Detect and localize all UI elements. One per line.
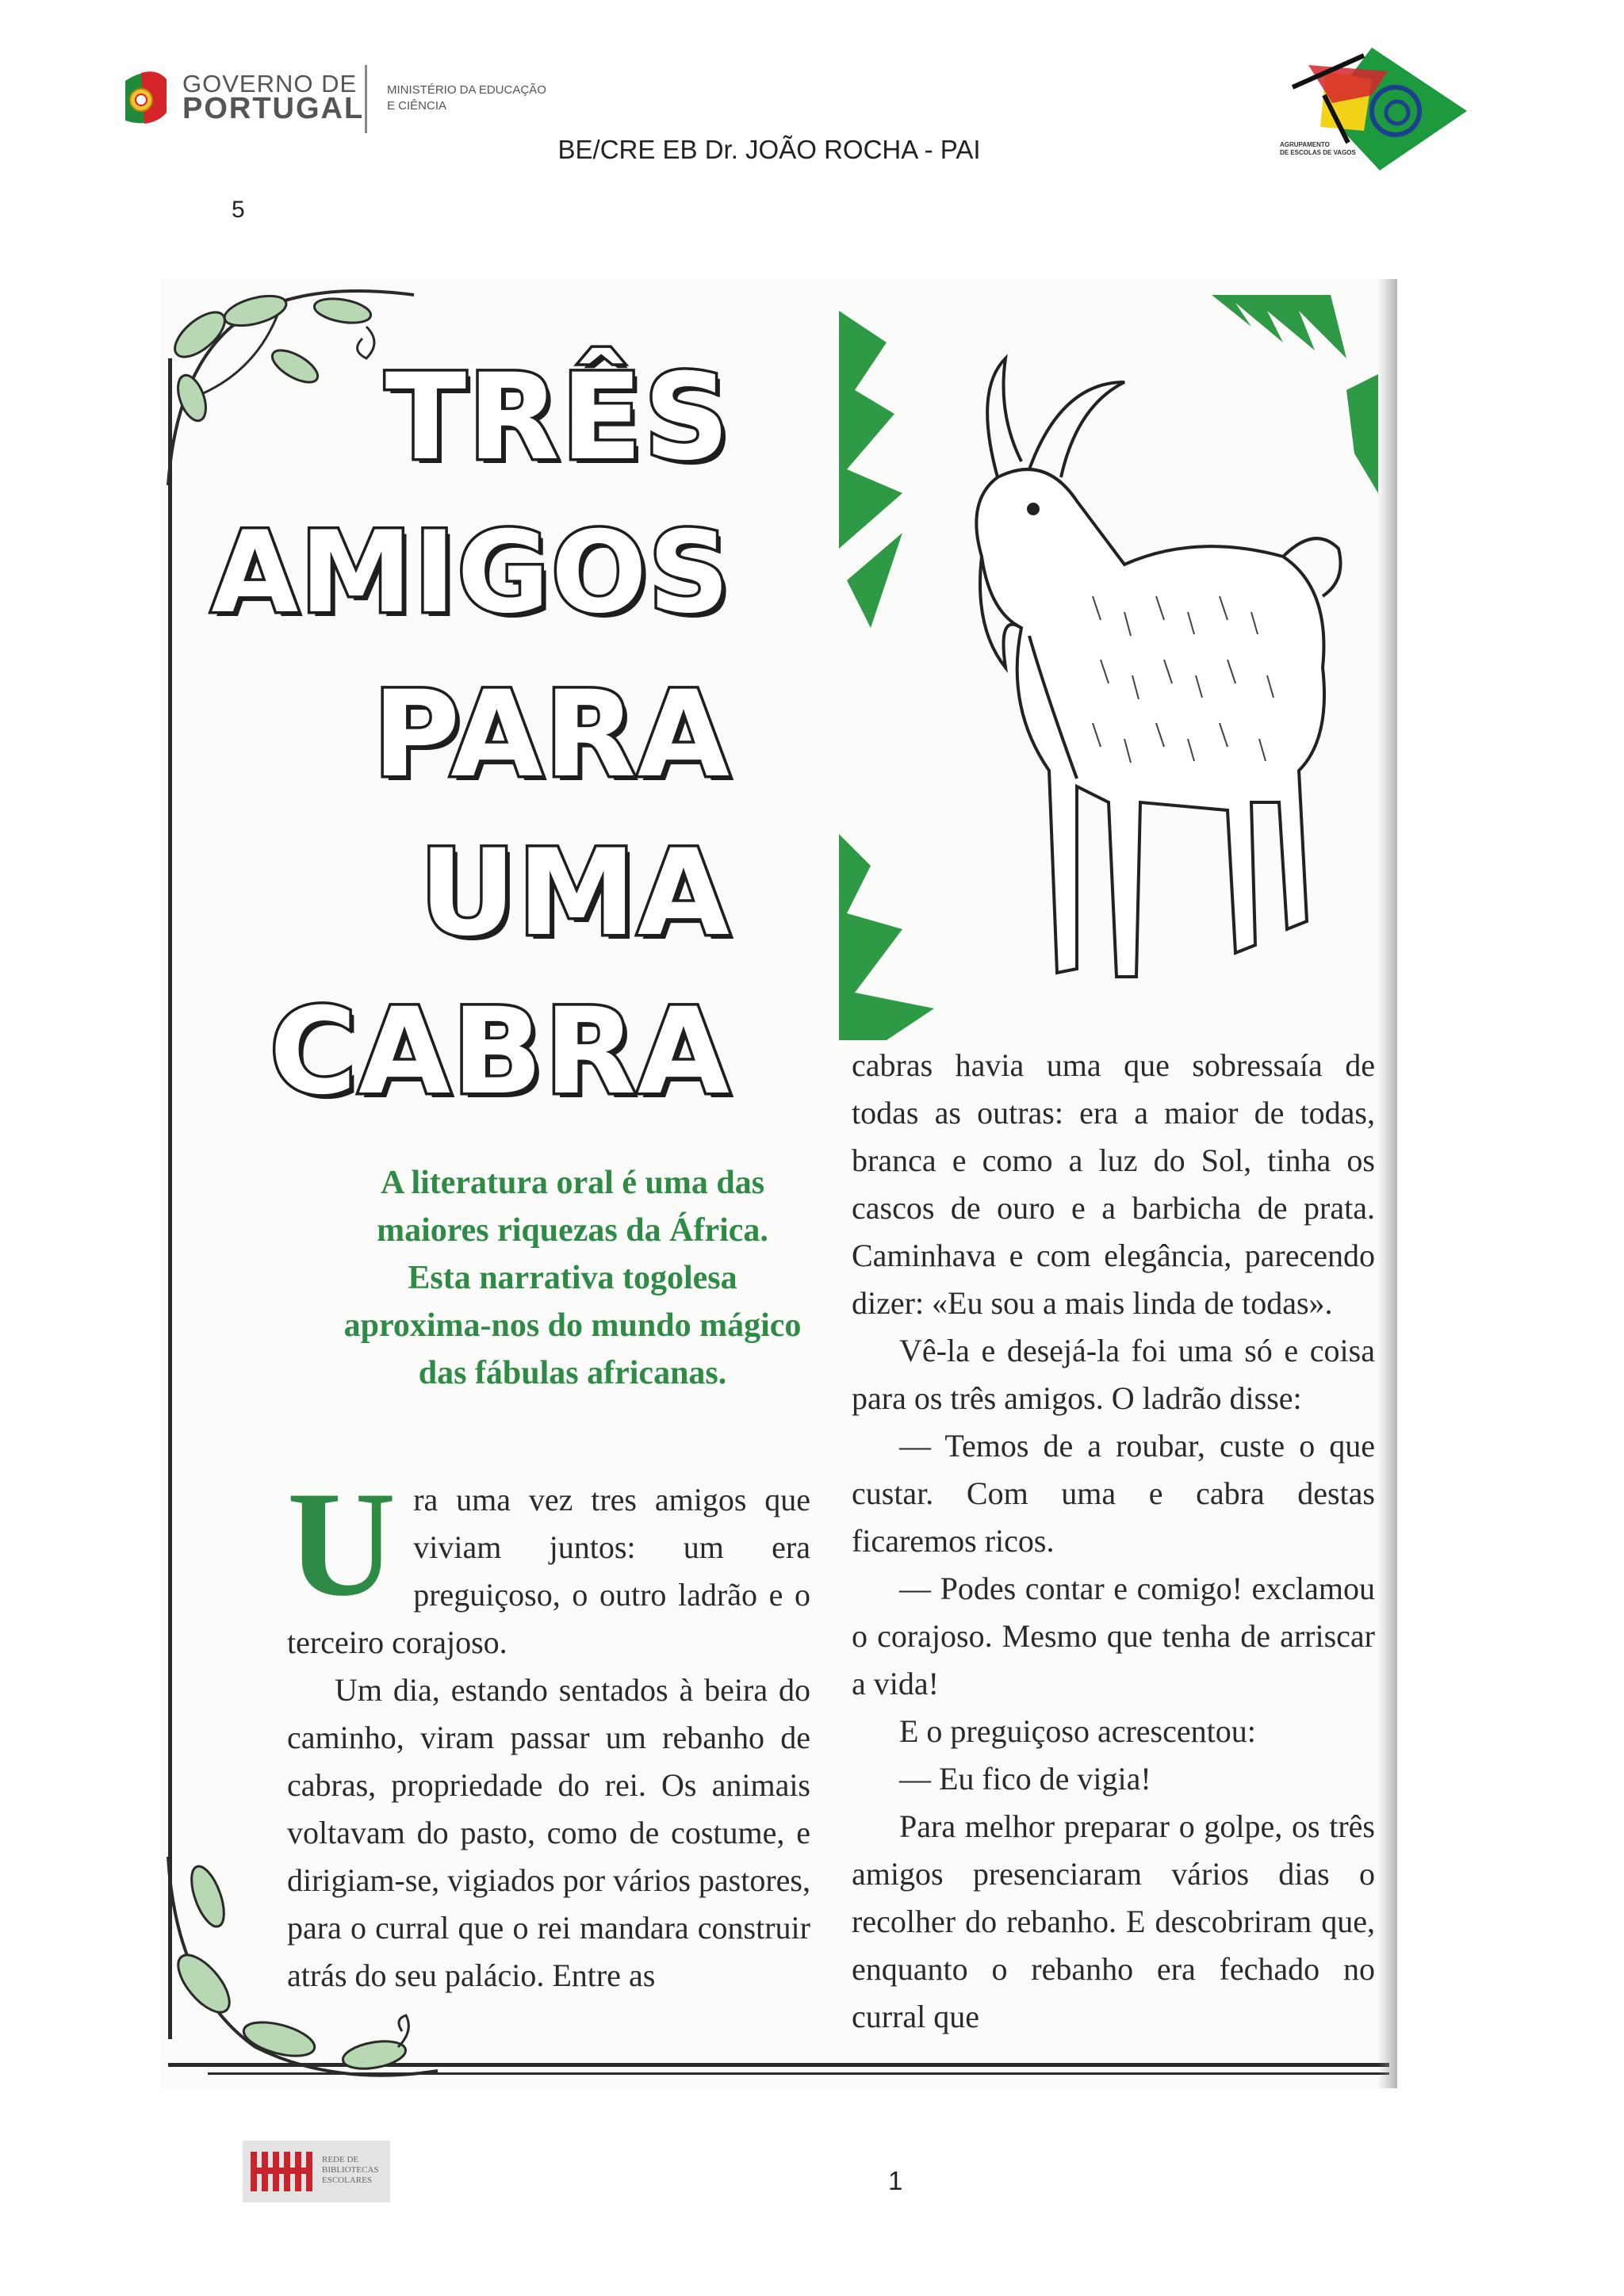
title-word: AMIGOS: [211, 507, 731, 638]
story-column-left: [287, 1461, 810, 1999]
page-number: 1: [888, 2166, 903, 2195]
paragraph: U ra uma vez tres amigos que viviam juntos: um era preguiçoso, o outro ladrão e o terceiro corajoso.: [287, 1461, 810, 1660]
logo-divider: [365, 65, 367, 133]
gov-name-line2: PORTUGAL: [182, 92, 365, 125]
paragraph: cabras havia uma que sobressaía de todas as outras: era a maior de todas, branca e como a luz do Sol, tinha os cascos de ouro e a barbicha de prata. Caminhava e com elegância, parecendo dizer: «Eu sou a mais linda de todas».: [852, 1047, 1375, 1321]
government-logo: [117, 62, 561, 141]
paragraph: Um dia, estando sentados à beira do caminho, viram passar um rebanho de cabras, propriedade do rei. Os animais voltavam do pasto, como de costume, e dirigiam-se, vigiados por vários pastores, para o curral que o rei mandara construir atrás do seu palácio. Entre as: [287, 1672, 810, 1993]
title-word: TRÊS: [385, 349, 731, 487]
page-reference-number: 5: [232, 197, 245, 223]
paragraph: — Podes contar e comigo! exclamou o corajoso. Mesmo que tenha de arriscar a vida!: [852, 1571, 1375, 1701]
title-word: UMA: [419, 825, 731, 962]
rbe-logo: [243, 2141, 390, 2202]
title-word: CABRA: [269, 983, 731, 1121]
portugal-flag-icon: [117, 65, 170, 133]
drop-cap: U: [287, 1461, 396, 1628]
rbe-logo-text: REDE DE BIBLIOTECAS ESCOLARES: [322, 2155, 379, 2185]
page-binding-shadow: [1378, 279, 1397, 2088]
paragraph: E o preguiçoso acrescentou:: [899, 1713, 1256, 1749]
paragraph: — Temos de a roubar, custe o que custar. Com uma e cabra destas ficaremos ricos.: [852, 1428, 1375, 1559]
paragraph: Vê-la e desejá-la foi uma só e coisa para os três amigos. O ladrão disse:: [852, 1333, 1375, 1416]
school-logo-text: AGRUPAMENTO DE ESCOLAS DE VAGOS: [1280, 141, 1356, 156]
story-column-right: [852, 1042, 1375, 2041]
goat-illustration-icon: [839, 295, 1378, 1056]
ministry-name: MINISTÉRIO DA EDUCAÇÃO E CIÊNCIA: [387, 83, 546, 113]
paragraph: — Eu fico de vigia!: [899, 1761, 1151, 1797]
paragraph: Para melhor preparar o golpe, os três amigos presenciaram vários dias o recolher do rebanho. E descobriram que, enquanto o rebanho era fechado no curral que: [852, 1808, 1375, 2034]
title-word: PARA: [373, 666, 731, 804]
scanned-book-page: [160, 279, 1397, 2088]
page-frame-left: [168, 358, 172, 2039]
rbe-logo-icon: [251, 2152, 314, 2191]
gov-name-line1: GOVERNO DE: [182, 70, 358, 98]
story-subtitle: A literatura oral é uma das maiores riquezas da África. Esta narrativa togolesa aproxima-nos do mundo mágico das fábulas africanas.: [343, 1165, 802, 1391]
header-title: BE/CRE EB Dr. JOÃO ROCHA - PAI: [557, 135, 981, 164]
